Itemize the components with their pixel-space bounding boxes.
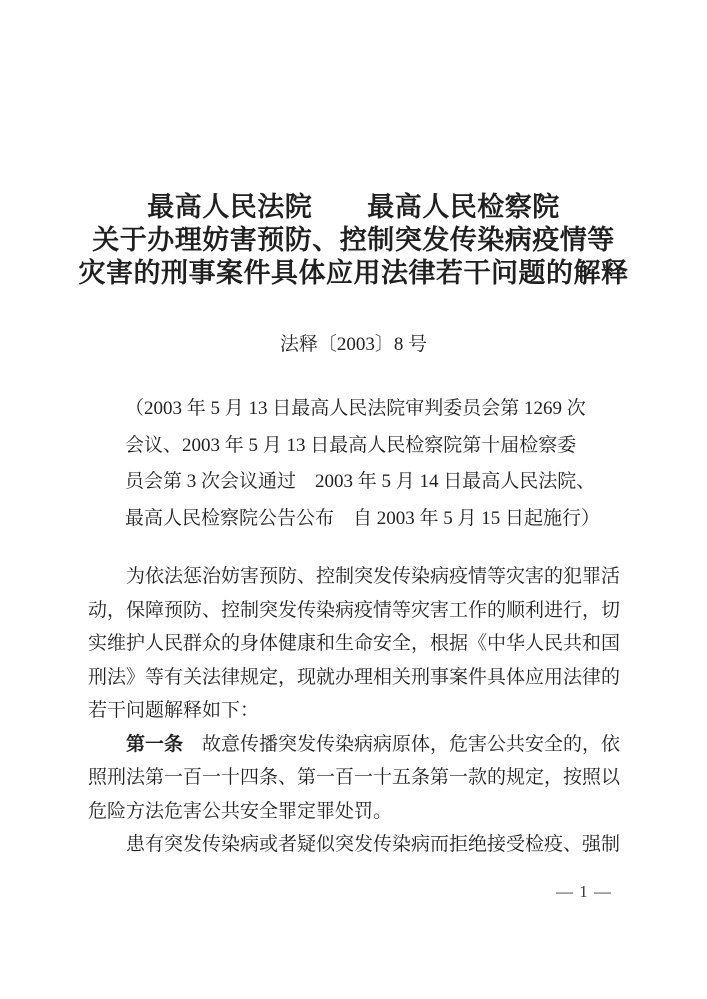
body-text bbox=[88, 560, 622, 862]
page-number: — 1 — bbox=[556, 882, 612, 901]
promulgation-line: 员会第 3 次会议通过 2003 年 5 月 14 日最高人民法院、 bbox=[125, 471, 596, 492]
body-line: 若干问题解释如下： bbox=[88, 700, 260, 721]
promulgation-line: 会议、2003 年 5 月 13 日最高人民检察院第十届检察委 bbox=[125, 434, 577, 456]
promulgation-line: 最高人民检察院公告公布 自 2003 年 5 月 15 日起施行） bbox=[125, 507, 601, 529]
body-line: 危险方法危害公共安全罪定罪处罚。 bbox=[88, 800, 393, 822]
article-1-first-line-text: 故意传播突发传染病病原体，危害公共安全的，依 bbox=[183, 733, 621, 755]
article-1-label: 第一条 bbox=[126, 733, 184, 755]
body-line: 为依法惩治妨害预防、控制突发传染病疫情等灾害的犯罪活 bbox=[88, 566, 621, 587]
doc-number: 法释〔2003〕8 号 bbox=[279, 334, 428, 355]
title-line: 灾害的刑事案件具体应用法律若干问题的解释 bbox=[78, 258, 629, 288]
promulgation-line: （2003 年 5 月 13 日最高人民法院审判委员会第 1269 次 bbox=[125, 398, 586, 419]
document-title bbox=[0, 191, 707, 290]
body-line: 刑法》等有关法律规定，现就办理相关刑事案件具体应用法律的 bbox=[88, 666, 621, 688]
article-1-paragraph bbox=[88, 728, 622, 829]
body-line: 照刑法第一百一十四条、第一百一十五条第一款的规定，按照以 bbox=[88, 767, 621, 788]
continuation-paragraph: 患有突发传染病或者疑似突发传染病而拒绝接受检疫、强制 bbox=[88, 834, 621, 855]
article-1-continued bbox=[88, 761, 622, 828]
promulgation-note bbox=[125, 391, 601, 537]
body-line bbox=[88, 728, 622, 762]
body-line: 实维护人民群众的身体健康和生命安全，根据《中华人民共和国 bbox=[88, 633, 621, 654]
title-line: 关于办理妨害预防、控制突发传染病疫情等 bbox=[92, 225, 615, 255]
title-line: 最高人民法院 最高人民检察院 bbox=[147, 192, 560, 222]
body-line: 动，保障预防、控制突发传染病疫情等灾害工作的顺利进行，切 bbox=[88, 599, 621, 621]
article-indent bbox=[88, 734, 126, 755]
intro-paragraph bbox=[88, 560, 622, 728]
